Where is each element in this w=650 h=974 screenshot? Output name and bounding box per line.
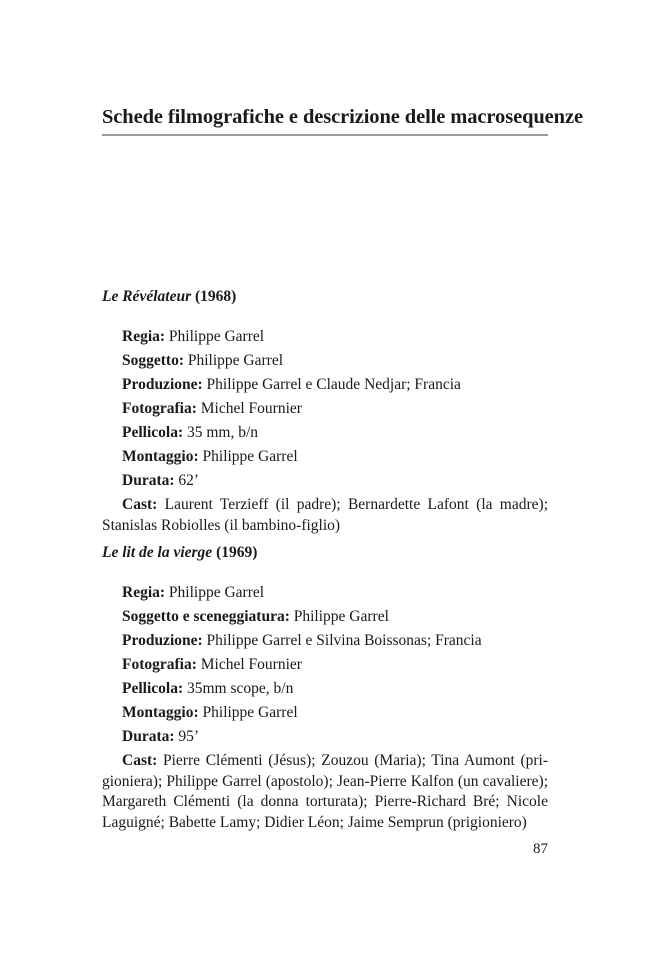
credit-value: Philippe Garrel	[202, 448, 298, 465]
credit-label: Soggetto:	[122, 352, 184, 369]
credit-line	[102, 445, 548, 469]
credit-value: Michel Fournier	[200, 400, 302, 417]
film-title: Le lit de la vierge	[102, 544, 213, 561]
credit-label: Regia:	[122, 328, 166, 345]
credit-label: Durata:	[122, 728, 175, 745]
credits-list	[102, 581, 548, 833]
film-year: (1968)	[194, 288, 237, 305]
credit-label: Fotografia:	[122, 656, 197, 673]
credit-label: Produzione:	[122, 632, 203, 649]
credit-value: 62’	[178, 472, 200, 489]
credit-label: Produzione:	[122, 376, 203, 393]
credit-label: Pellicola:	[122, 680, 184, 697]
cast-label: Cast:	[122, 752, 158, 769]
credit-value: Philippe Garrel e Silvina Boissonas; Francia	[206, 632, 482, 649]
credit-line	[102, 469, 548, 493]
film-entry	[102, 543, 548, 833]
credit-label: Montaggio:	[122, 448, 199, 465]
credit-line	[102, 581, 548, 605]
credit-line	[102, 701, 548, 725]
cast-paragraph	[102, 751, 548, 833]
credit-line	[102, 653, 548, 677]
cast-value: Laurent Terzieff (il padre); Bernardette Lafont (la madre); Stanislas Robiolles (il bambino-figlio)	[102, 496, 548, 534]
credit-value: Philippe Garrel	[168, 328, 265, 345]
credit-value: Philippe Garrel	[168, 584, 265, 601]
page-number: 87	[533, 841, 548, 857]
cast-value: Pierre Clémenti (Jésus); Zouzou (Maria); Tina Aumont (pri-gioniera); Philippe Garrel (apostolo); Jean-Pierre Kalfon (un cavaliere); Margareth Clémenti (la donna torturata); Pierre-Richard Bré; Nicole Laguigné; Babette Lamy; Didier Léon; Jaime Semprun (prigioniero)	[102, 752, 549, 831]
credit-label: Fotografia:	[122, 400, 197, 417]
credit-value: 35 mm, b/n	[187, 424, 259, 441]
cast-label: Cast:	[122, 496, 158, 513]
credit-value: Philippe Garrel e Claude Nedjar; Francia	[206, 376, 461, 393]
credit-label: Durata:	[122, 472, 175, 489]
film-entry	[102, 287, 548, 536]
credit-value: Philippe Garrel	[202, 704, 298, 721]
credit-label: Pellicola:	[122, 424, 184, 441]
credit-label: Montaggio:	[122, 704, 199, 721]
credit-value: Philippe Garrel	[293, 608, 389, 625]
credit-value: Philippe Garrel	[187, 352, 284, 369]
film-heading	[102, 543, 548, 563]
credit-line	[102, 605, 548, 629]
credit-value: Michel Fournier	[200, 656, 302, 673]
credit-line	[102, 373, 548, 397]
credit-label: Soggetto e sceneggiatura:	[122, 608, 290, 625]
film-year: (1969)	[216, 544, 258, 561]
credit-line	[102, 421, 548, 445]
credit-value: 35mm scope, b/n	[187, 680, 294, 697]
credit-line	[102, 725, 548, 749]
title-underline	[102, 134, 548, 136]
credit-label: Regia:	[122, 584, 166, 601]
credit-line	[102, 325, 548, 349]
credit-line	[102, 677, 548, 701]
chapter-title: Schede filmografiche e descrizione delle macrosequenze	[102, 106, 583, 128]
credits-list	[102, 325, 548, 536]
film-heading	[102, 287, 548, 307]
credit-value: 95’	[178, 728, 200, 745]
cast-paragraph	[102, 495, 548, 536]
credit-line	[102, 349, 548, 373]
credit-line	[102, 629, 548, 653]
credit-line	[102, 397, 548, 421]
film-title: Le Révélateur	[102, 288, 192, 305]
